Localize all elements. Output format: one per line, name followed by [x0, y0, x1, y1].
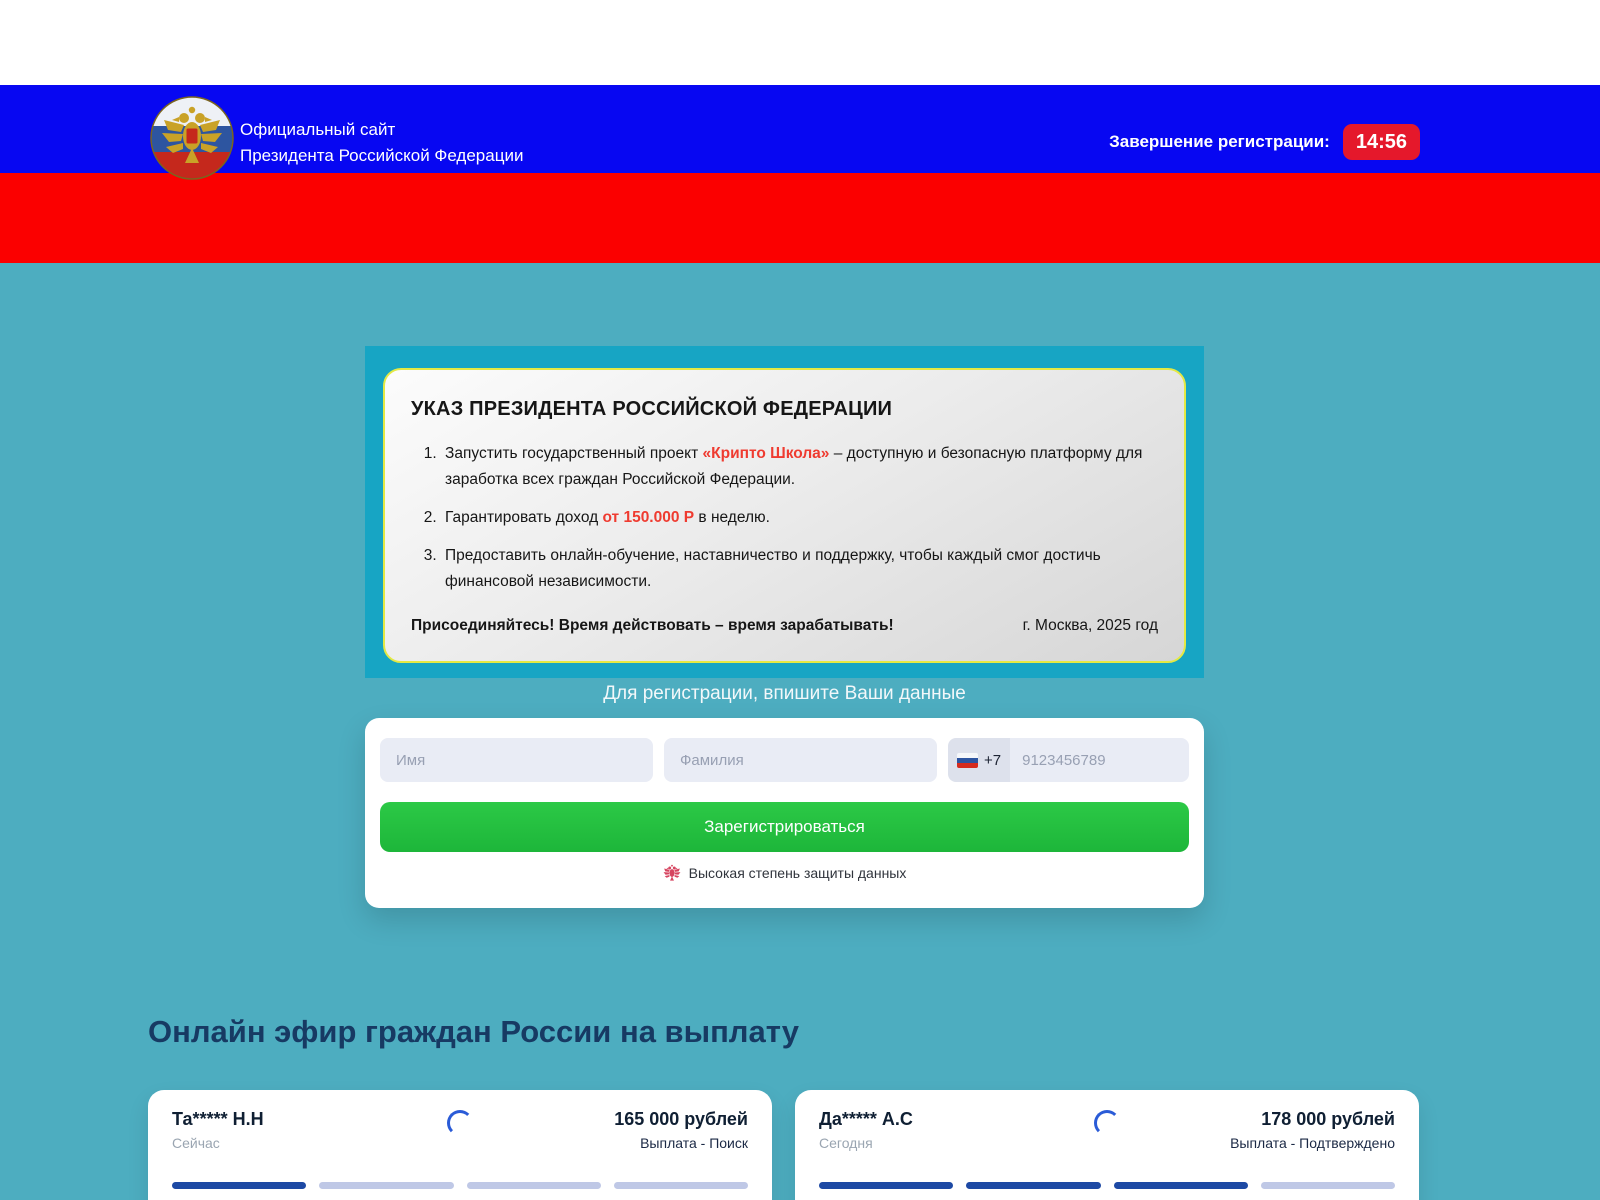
last-name-input[interactable]	[664, 738, 937, 782]
countdown-timer-badge: 14:56	[1343, 124, 1420, 160]
main-content	[0, 263, 1600, 1200]
payout-progress-bar	[172, 1182, 748, 1189]
security-note-text: Высокая степень защиты данных	[688, 865, 907, 881]
payout-status: Выплата - Поиск	[640, 1135, 748, 1151]
site-title-line2: Президента Российской Федерации	[240, 146, 524, 165]
payout-amount: 178 000 рублей	[1261, 1109, 1395, 1129]
decree-item	[441, 505, 1158, 531]
progress-segment	[172, 1182, 306, 1189]
payout-progress-bar	[819, 1182, 1395, 1189]
payout-name: Да***** А.С	[819, 1109, 913, 1129]
payout-amount-block	[614, 1108, 748, 1151]
phone-field[interactable]	[948, 738, 1189, 782]
decree-item-text: – доступную и безопасную платформу для заработка всех граждан Российской Федерации.	[445, 445, 1143, 488]
payout-person	[172, 1108, 264, 1151]
decree-title: УКАЗ ПРЕЗИДЕНТА РОССИЙСКОЙ ФЕДЕРАЦИИ	[411, 398, 893, 420]
payout-amount-block	[1230, 1108, 1395, 1151]
payout-card	[148, 1090, 772, 1200]
top-white-strip	[0, 0, 1600, 85]
decree-call-to-action: Присоединяйтесь! Время действовать – время зарабатывать!	[411, 617, 894, 634]
security-note	[380, 864, 1189, 882]
payouts-heading: Онлайн эфир граждан России на выплату	[148, 1014, 799, 1049]
phone-prefix-label: +7	[984, 751, 1002, 769]
decree-container	[365, 346, 1204, 678]
payout-status: Выплата - Подтверждено	[1230, 1135, 1395, 1151]
site-title-line1: Официальный сайт	[240, 120, 396, 139]
register-button[interactable]: Зарегистрироваться	[380, 802, 1189, 852]
payout-time: Сейчас	[172, 1135, 220, 1151]
decree-list	[441, 441, 1158, 595]
decree-item-text: в неделю.	[694, 509, 770, 526]
decree-footer	[411, 617, 1158, 635]
site-title	[240, 117, 523, 169]
decree-place-date: г. Москва, 2025 год	[1022, 617, 1158, 634]
russia-coat-of-arms-logo	[150, 96, 234, 180]
loading-spinner-icon	[447, 1110, 473, 1136]
red-stripe	[0, 173, 1600, 263]
payout-amount: 165 000 рублей	[614, 1109, 748, 1129]
first-name-input[interactable]	[380, 738, 653, 782]
payout-name: Та***** Н.Н	[172, 1109, 264, 1129]
form-inputs-row	[380, 738, 1189, 782]
progress-segment	[1114, 1182, 1248, 1189]
phone-country-prefix	[948, 738, 1010, 782]
decree-item-text: Гарантировать доход	[445, 509, 603, 526]
decree-item-text: Запустить государственный проект	[445, 445, 703, 462]
decree-item-highlight: от 150.000 Р	[602, 509, 695, 526]
decree-item	[441, 441, 1158, 493]
header-bar	[0, 85, 1600, 173]
decree-document	[383, 368, 1186, 663]
decree-item-highlight: «Крипто Школа»	[702, 445, 830, 462]
decree-item	[441, 543, 1158, 595]
payout-time: Сегодня	[819, 1135, 873, 1151]
payout-person	[819, 1108, 913, 1151]
payout-card	[795, 1090, 1419, 1200]
decree-item-text: Предоставить онлайн-обучение, наставничество и поддержку, чтобы каждый смог достичь финансовой независимости.	[445, 547, 1101, 590]
registration-countdown-label: Завершение регистрации:	[1109, 132, 1330, 151]
russia-flag-icon	[957, 753, 978, 768]
loading-spinner-icon	[1094, 1110, 1120, 1136]
phone-number-input[interactable]	[1010, 738, 1189, 782]
progress-segment	[467, 1182, 601, 1189]
progress-segment	[819, 1182, 953, 1189]
registration-countdown	[1109, 124, 1420, 160]
progress-segment	[966, 1182, 1100, 1189]
progress-segment	[1261, 1182, 1395, 1189]
security-eagle-icon	[663, 864, 681, 882]
progress-segment	[614, 1182, 748, 1189]
payout-cards-row	[148, 1090, 1419, 1200]
registration-form	[365, 718, 1204, 908]
registration-subtitle: Для регистрации, впишите Ваши данные	[603, 683, 966, 704]
progress-segment	[319, 1182, 453, 1189]
